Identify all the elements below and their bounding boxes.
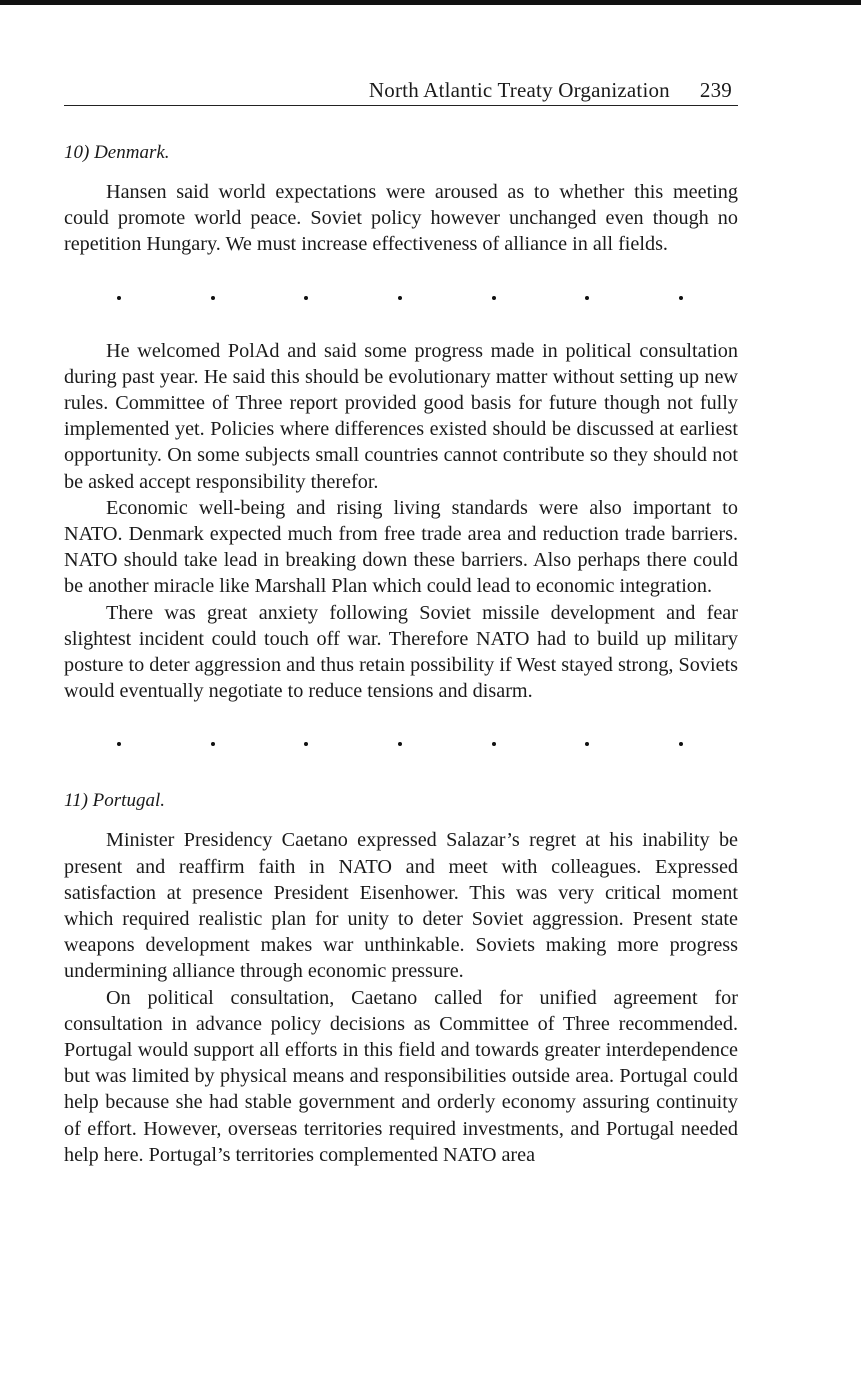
ellipsis-dot — [398, 742, 402, 746]
ellipsis-dot — [211, 742, 215, 746]
header-title: North Atlantic Treaty Organization — [368, 78, 670, 102]
section-heading-denmark: 10) Denmark. — [64, 142, 170, 163]
paragraph-denmark-4: There was great anxiety following Soviet missile development and fear slightest incident could touch off war. Therefore NATO had to build up military posture to deter aggression and thus retain possibility if West stayed strong, Soviets would eventually negotiate to reduce tensions and disarm. — [64, 601, 738, 703]
scan-top-border — [0, 0, 861, 5]
paragraph-portugal-2: On political consultation, Caetano called for unified agreement for consultation in advance policy decisions as Committee of Three recommended. Portugal would support all efforts in this field and towards greater interdependence but was limited by physical means and responsibilities outside area. Portugal could help because she had stable government and orderly economy assuring continuity of effort. However, overseas territories required investments, and Portugal needed help here. Portugal’s territories complemented NATO area — [64, 986, 738, 1166]
ellipsis-dot — [679, 296, 683, 300]
ellipsis-dot — [117, 742, 121, 746]
ellipsis-separator — [117, 288, 683, 308]
ellipsis-dot — [492, 742, 496, 746]
ellipsis-dot — [398, 296, 402, 300]
ellipsis-dot — [211, 296, 215, 300]
paragraph-denmark-2: He welcomed PolAd and said some progress made in political consultation during past year. He said this should be evolutionary matter without setting up new rules. Committee of Three report provided good basis for future though not fully implemented yet. Policies where differences existed should be discussed at earliest opportunity. On some subjects small countries cannot contribute so they should not be asked accept responsibility therefor. — [64, 339, 738, 493]
document-page — [64, 78, 738, 1168]
ellipsis-separator — [117, 734, 683, 754]
paragraph-portugal-1: Minister Presidency Caetano expressed Salazar’s regret at his inability be present and reaffirm faith in NATO and meet with colleagues. Expressed satisfaction at presence President Eisenhower. This was very critical moment which required realistic plan for unity to deter Soviet aggression. Present state weapons development makes war unthinkable. Soviets making more progress undermining alliance through economic pressure. — [64, 829, 738, 983]
ellipsis-dot — [679, 742, 683, 746]
paragraph-denmark-3: Economic well-being and rising living standards were also important to NATO. Denmark expected much from free trade area and reduction trade barriers. NATO should take lead in breaking down these barriers. Also perhaps there could be another miracle like Marshall Plan which could lead to economic integration. — [64, 496, 738, 598]
ellipsis-dot — [117, 296, 121, 300]
paragraph-denmark-1: Hansen said world expectations were aroused as to whether this meeting could promote world peace. Soviet policy however unchanged even though no repetition Hungary. We must increase effectiveness of alliance in all fields. — [64, 181, 738, 256]
section-heading-portugal: 11) Portugal. — [64, 790, 165, 812]
page-number: 239 — [699, 78, 732, 102]
ellipsis-dot — [304, 742, 308, 746]
ellipsis-dot — [585, 296, 589, 300]
ellipsis-dot — [304, 296, 308, 300]
running-header — [64, 78, 738, 106]
ellipsis-dot — [492, 296, 496, 300]
ellipsis-dot — [585, 742, 589, 746]
